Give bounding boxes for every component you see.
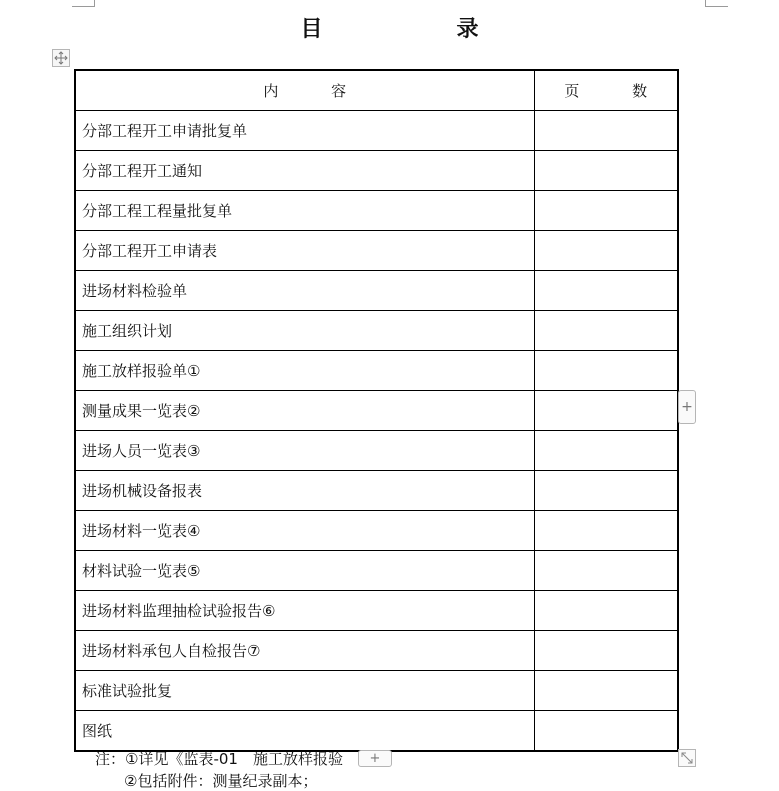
table-row (75, 351, 678, 391)
toc-table (74, 69, 679, 752)
header-pages: 页 数 (534, 70, 678, 111)
row-page[interactable] (534, 631, 678, 671)
table-move-handle[interactable] (52, 49, 70, 67)
table-row (75, 471, 678, 511)
table-row (75, 311, 678, 351)
table-row (75, 671, 678, 711)
row-name[interactable]: 测量成果一览表② (75, 391, 534, 431)
row-page[interactable] (534, 391, 678, 431)
table-row (75, 631, 678, 671)
row-page[interactable] (534, 711, 678, 752)
row-name[interactable]: 分部工程开工申请批复单 (75, 111, 534, 151)
row-name[interactable]: 进场材料承包人自检报告⑦ (75, 631, 534, 671)
row-name[interactable]: 进场人员一览表③ (75, 431, 534, 471)
row-name[interactable]: 进场材料检验单 (75, 271, 534, 311)
table-row (75, 431, 678, 471)
row-page[interactable] (534, 191, 678, 231)
row-page[interactable] (534, 511, 678, 551)
table-row (75, 391, 678, 431)
note-line-2: ②包括附件：测量纪录副本； (124, 772, 318, 790)
resize-handle-icon (679, 750, 695, 766)
table-row (75, 711, 678, 752)
add-column-button[interactable]: + (678, 390, 696, 424)
table-row (75, 151, 678, 191)
row-page[interactable] (534, 271, 678, 311)
note-line-1: 注：①详见《监表-01 施工放样报验 (95, 750, 343, 768)
table-row (75, 511, 678, 551)
row-name[interactable]: 材料试验一览表⑤ (75, 551, 534, 591)
header-content: 内 容 (75, 70, 534, 111)
add-row-button[interactable]: + (358, 750, 392, 767)
row-page[interactable] (534, 551, 678, 591)
row-name[interactable]: 施工放样报验单① (75, 351, 534, 391)
row-name[interactable]: 进场材料一览表④ (75, 511, 534, 551)
table-row (75, 111, 678, 151)
page-corner-mark (72, 0, 95, 7)
row-name[interactable]: 标准试验批复 (75, 671, 534, 711)
page-title: 目 录 (300, 16, 535, 42)
table-row (75, 271, 678, 311)
table-row (75, 191, 678, 231)
row-page[interactable] (534, 111, 678, 151)
row-name[interactable]: 图纸 (75, 711, 534, 752)
row-name[interactable]: 分部工程工程量批复单 (75, 191, 534, 231)
row-page[interactable] (534, 471, 678, 511)
row-page[interactable] (534, 311, 678, 351)
row-page[interactable] (534, 671, 678, 711)
row-name[interactable]: 进场材料监理抽检试验报告⑥ (75, 591, 534, 631)
row-page[interactable] (534, 431, 678, 471)
table-resize-handle[interactable] (678, 749, 696, 767)
row-name[interactable]: 施工组织计划 (75, 311, 534, 351)
page-corner-mark (705, 0, 728, 7)
table-row (75, 231, 678, 271)
move-handle-icon (53, 50, 69, 66)
table-row (75, 551, 678, 591)
table-row (75, 591, 678, 631)
row-name[interactable]: 分部工程开工申请表 (75, 231, 534, 271)
table-header-row (75, 70, 678, 111)
row-page[interactable] (534, 231, 678, 271)
row-page[interactable] (534, 351, 678, 391)
row-name[interactable]: 进场机械设备报表 (75, 471, 534, 511)
row-page[interactable] (534, 591, 678, 631)
row-name[interactable]: 分部工程开工通知 (75, 151, 534, 191)
row-page[interactable] (534, 151, 678, 191)
